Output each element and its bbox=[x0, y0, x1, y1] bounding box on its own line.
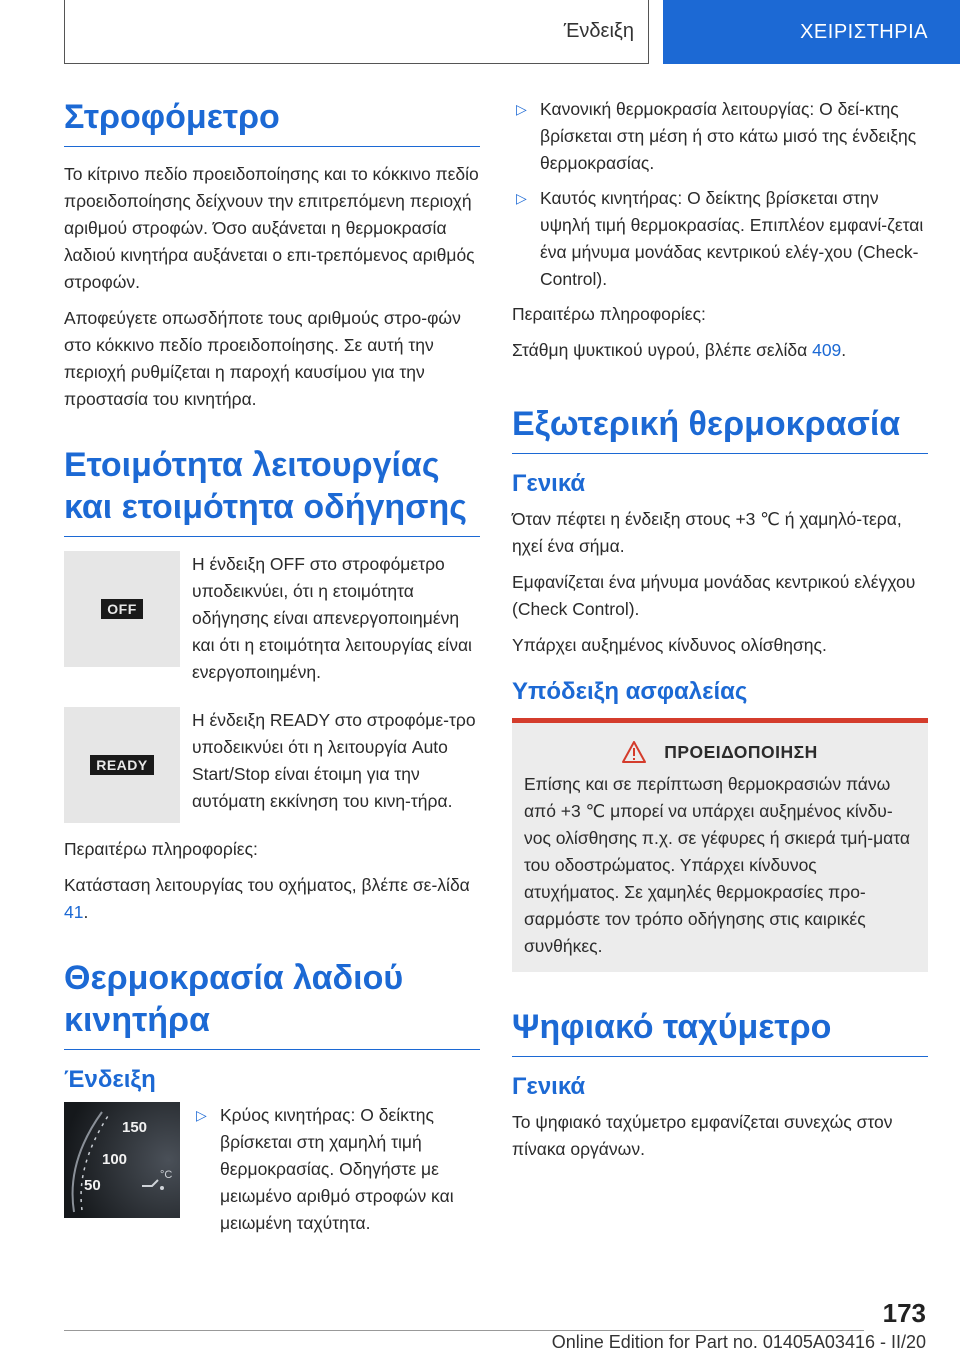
oil-cold-list bbox=[192, 1102, 480, 1245]
readiness-more-info: Περαιτέρω πληροφορίες: bbox=[64, 839, 258, 859]
outside-temp-title: Εξωτερική θερμοκρασία bbox=[512, 403, 928, 454]
warning-title: ΠΡΟΕΙΔΟΠΟΙΗΣΗ bbox=[664, 741, 818, 762]
digital-speedometer-paragraph: Το ψηφιακό ταχύμετρο εμφανίζεται συνεχώς στον πίνακα οργάνων. bbox=[512, 1112, 893, 1159]
ready-indicator-text: Η ένδειξη READY στο στροφόμε-τρο υποδεικνύει ότι η λειτουργία Auto Start/Stop είναι έτοιμη για την αυτόματη εκκίνηση του κινη-τήρα. bbox=[192, 710, 476, 811]
oil-reference bbox=[512, 337, 928, 364]
left-column bbox=[64, 96, 480, 1265]
triangle-bullet-icon: ▷ bbox=[516, 190, 527, 206]
oil-cold-text: Κρύος κινητήρας: Ο δείκτης βρίσκεται στη χαμηλή τιμή θερμοκρασίας. Οδηγήστε με μειωμένο αριθμό στροφών και μειωμένη ταχύτητα. bbox=[220, 1105, 454, 1233]
header-section-label: Ένδειξη bbox=[563, 20, 634, 42]
right-column bbox=[512, 96, 928, 1172]
ready-indicator-image bbox=[64, 707, 180, 823]
warning-triangle-icon bbox=[622, 741, 646, 763]
oil-gauge-svg bbox=[64, 1102, 180, 1218]
list-item bbox=[512, 96, 928, 177]
digital-speedometer-general: Γενικά bbox=[512, 1073, 586, 1100]
tachometer-paragraph-1: Το κίτρινο πεδίο προειδοποίησης και το κόκκινο πεδίο προειδοποίησης δείχνουν την επιτρεπόμενη περιοχή αριθμού στροφών. Όσο αυξάνεται η θερμοκρασία λαδιού κινητήρα αυξάνεται ο επι-τρεπόμενος αριθμός στροφών. bbox=[64, 164, 479, 292]
oil-more-info: Περαιτέρω πληροφορίες: bbox=[512, 304, 706, 324]
page-number: 173 bbox=[882, 1298, 926, 1328]
header-chapter-label: ΧΕΙΡΙΣΤΗΡΙΑ bbox=[800, 20, 928, 43]
triangle-bullet-icon: ▷ bbox=[516, 101, 527, 117]
oil-hot-text: Καυτός κινητήρας: Ο δείκτης βρίσκεται στην υψηλή τιμή θερμοκρασίας. Επιπλέον εμφανί-ζεται ένα μήνυμα μονάδας κεντρικού ελέγ-χου (Check-Control). bbox=[540, 188, 924, 289]
warning-box bbox=[512, 718, 928, 972]
outside-temp-general: Γενικά bbox=[512, 470, 586, 497]
ready-badge: READY bbox=[90, 755, 154, 775]
outside-temp-paragraph-2: Εμφανίζεται ένα μήνυμα μονάδας κεντρικού ελέγχου (Check Control). bbox=[512, 572, 916, 619]
off-badge: OFF bbox=[101, 599, 143, 619]
oil-state-list bbox=[512, 96, 928, 293]
list-item bbox=[512, 185, 928, 293]
coolant-page-link[interactable]: 409 bbox=[812, 340, 842, 360]
gauge-tick-100: 100 bbox=[102, 1151, 128, 1168]
oil-gauge-image bbox=[64, 1102, 180, 1218]
readiness-reference-end: . bbox=[83, 902, 89, 922]
ready-indicator-row bbox=[64, 707, 480, 824]
list-item bbox=[192, 1102, 480, 1237]
oil-reference-end: . bbox=[841, 340, 847, 360]
tachometer-paragraph-2: Αποφεύγετε οπωσδήποτε τους αριθμούς στρο-φών στο κόκκινο πεδίο προειδοποίησης. Σε αυτή την περιοχή ρυθμίζεται η παροχή καυσίμου για την προστασία του κινητήρα. bbox=[64, 308, 461, 409]
tachometer-title: Στροφόμετρο bbox=[64, 96, 480, 147]
outside-temp-paragraph-3: Υπάρχει αυξημένος κίνδυνος ολίσθησης. bbox=[512, 635, 827, 655]
footer-divider bbox=[64, 1330, 864, 1331]
oil-temp-title: Θερμοκρασία λαδιού κινητήρα bbox=[64, 957, 480, 1050]
footer-edition: Online Edition for Part no. 01405A03416 - II/20 bbox=[551, 1332, 926, 1352]
outside-temp-paragraph-1: Όταν πέφτει η ένδειξη στους +3 ℃ ή χαμηλό-τερα, ηχεί ένα σήμα. bbox=[512, 509, 902, 556]
off-indicator-image bbox=[64, 551, 180, 667]
triangle-bullet-icon: ▷ bbox=[196, 1107, 207, 1123]
oil-normal-text: Κανονική θερμοκρασία λειτουργίας: Ο δεί-κτης βρίσκεται στη μέση ή στο κάτω μισό της ένδειξης θερμοκρασίας. bbox=[540, 99, 917, 173]
header-chapter[interactable] bbox=[663, 0, 960, 64]
readiness-reference-text: Κατάσταση λειτουργίας του οχήματος, βλέπε σε-λίδα bbox=[64, 875, 470, 895]
header-section bbox=[64, 0, 649, 64]
safety-note-title: Υπόδειξη ασφαλείας bbox=[512, 678, 748, 705]
oil-gauge-row bbox=[64, 1102, 480, 1253]
off-indicator-row bbox=[64, 551, 480, 695]
oil-temp-subtitle: Ένδειξη bbox=[64, 1066, 156, 1093]
digital-speedometer-title: Ψηφιακό ταχύμετρο bbox=[512, 1006, 928, 1057]
off-indicator-text: Η ένδειξη OFF στο στροφόμετρο υποδεικνύει, ότι η ετοιμότητα οδήγησης είναι απενεργοποιημένη και ότι η ετοιμότητα λειτουργίας είναι ενεργοποιημένη. bbox=[192, 554, 472, 682]
warning-text: Επίσης και σε περίπτωση θερμοκρασιών πάνω από +3 ℃ μπορεί να υπάρχει αυξημένος κίνδυ-νος ολίσθησης π.χ. σε γέφυρες ή σκιερά τμή-ματα του οδοστρώματος. Υπάρχει κίνδυνος ατυχήματος. Σε χαμηλές θερμοκρασίες προ-σαρμόστε τον τρόπο οδήγησης στις καιρικές συνθήκες. bbox=[524, 774, 911, 956]
readiness-reference bbox=[64, 872, 480, 926]
readiness-title: Ετοιμότητα λειτουργίας και ετοιμότητα οδήγησης bbox=[64, 444, 480, 537]
readiness-page-link[interactable]: 41 bbox=[64, 902, 84, 922]
oil-reference-text: Στάθμη ψυκτικού υγρού, βλέπε σελίδα bbox=[512, 340, 813, 360]
gauge-tick-150: 150 bbox=[122, 1119, 148, 1136]
gauge-tick-50: 50 bbox=[84, 1177, 101, 1194]
gauge-unit: °C bbox=[160, 1169, 173, 1181]
warning-header bbox=[524, 741, 916, 763]
